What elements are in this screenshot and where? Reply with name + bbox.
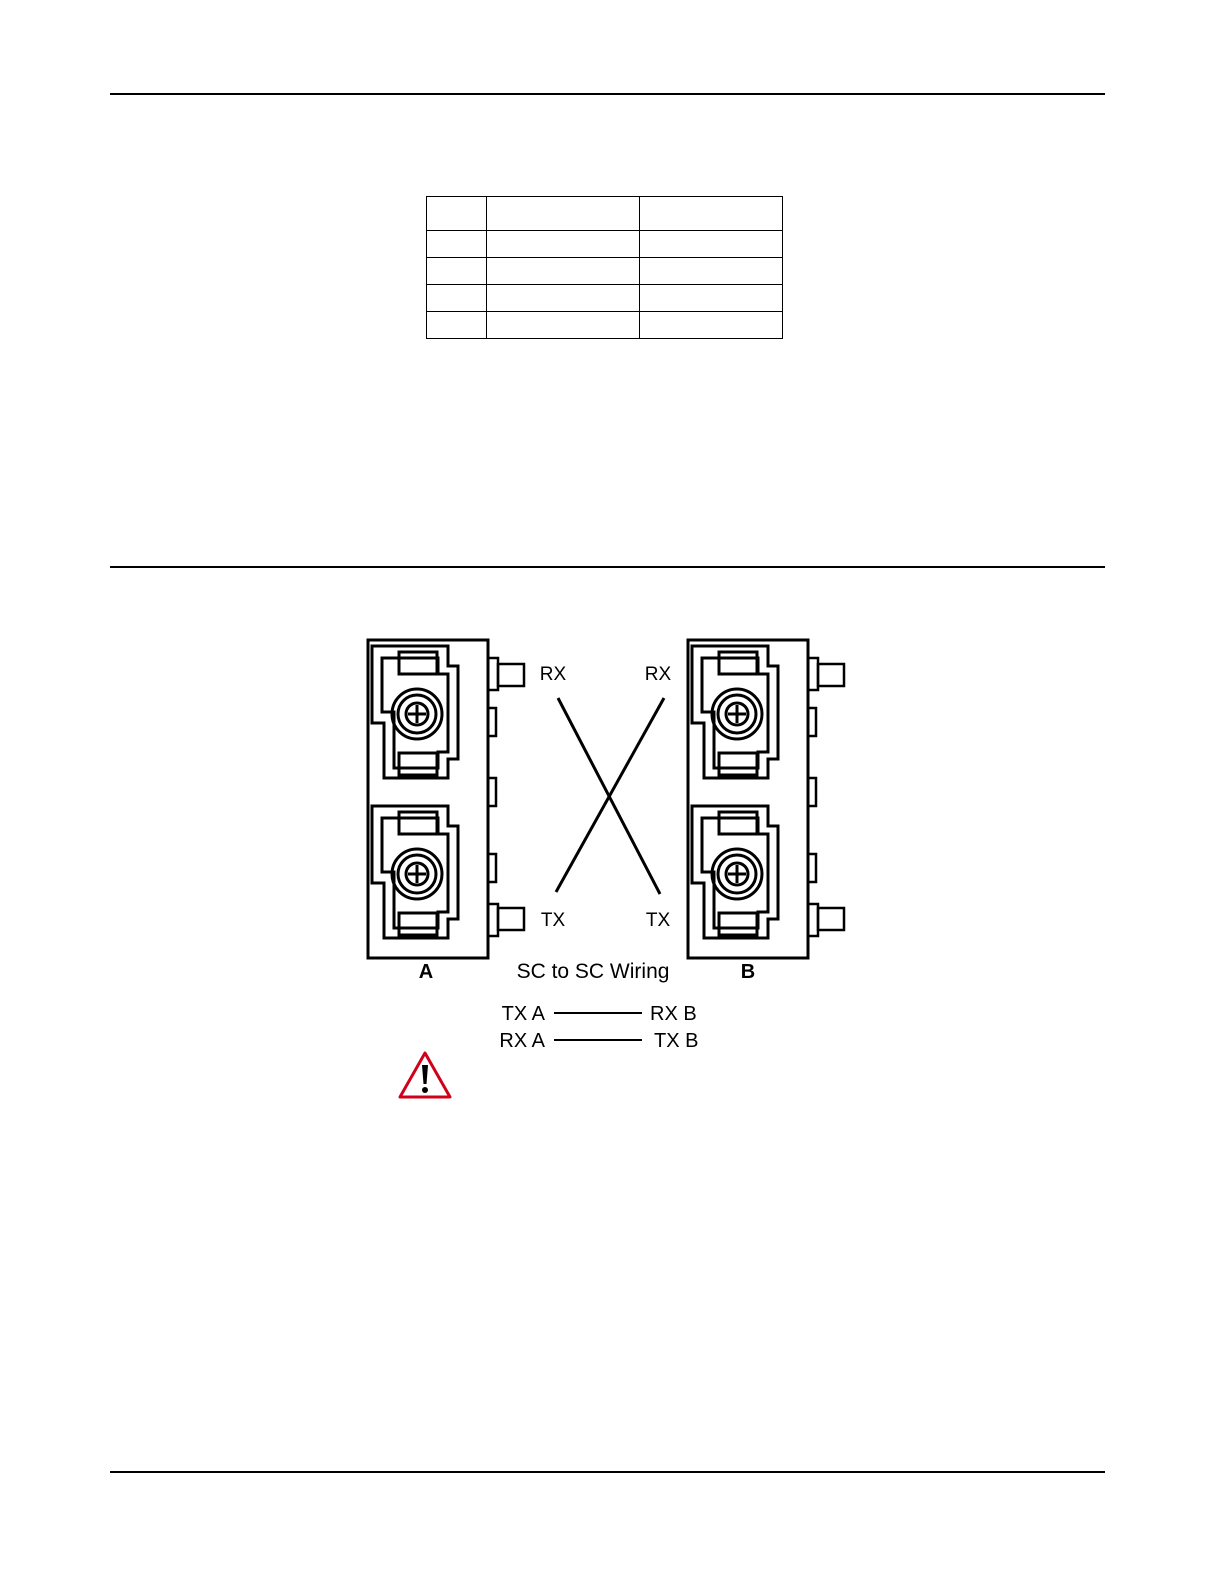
warning-triangle-icon [397, 1050, 453, 1100]
mapping-to-1: RX B [650, 1003, 697, 1025]
table-row [427, 312, 783, 339]
table-cell [487, 285, 640, 312]
table-cell [487, 312, 640, 339]
table-cell [640, 258, 783, 285]
right-rx-label: RX [644, 664, 672, 685]
table-cell [487, 258, 640, 285]
table-row [427, 258, 783, 285]
table-cell [427, 197, 487, 231]
footer-rule [110, 1471, 1105, 1473]
table-cell [640, 312, 783, 339]
table-row [427, 285, 783, 312]
table-cell [487, 231, 640, 258]
table-cell [427, 258, 487, 285]
table-header-row [427, 197, 783, 231]
table-cell [640, 197, 783, 231]
table-cell [427, 285, 487, 312]
mapping-from-2: RX A [499, 1030, 545, 1052]
pin-assignment-table [426, 196, 783, 339]
diagram-title: SC to SC Wiring [516, 960, 670, 983]
header-rule [110, 93, 1105, 95]
port-a-label: A [418, 961, 434, 983]
port-b-label: B [740, 961, 756, 983]
table-cell [427, 312, 487, 339]
section-rule [110, 566, 1105, 568]
table-cell [640, 231, 783, 258]
table-cell [427, 231, 487, 258]
connector-a [368, 640, 524, 958]
table-cell [640, 285, 783, 312]
connector-b [688, 640, 844, 958]
mapping-from-1: TX A [501, 1003, 545, 1025]
left-rx-label: RX [539, 664, 567, 685]
left-tx-label: TX [540, 910, 566, 931]
mapping-to-2: TX B [654, 1030, 699, 1052]
right-tx-label: TX [645, 910, 671, 931]
table-cell [487, 197, 640, 231]
sc-to-sc-wiring-diagram [360, 628, 860, 1060]
table-row [427, 231, 783, 258]
